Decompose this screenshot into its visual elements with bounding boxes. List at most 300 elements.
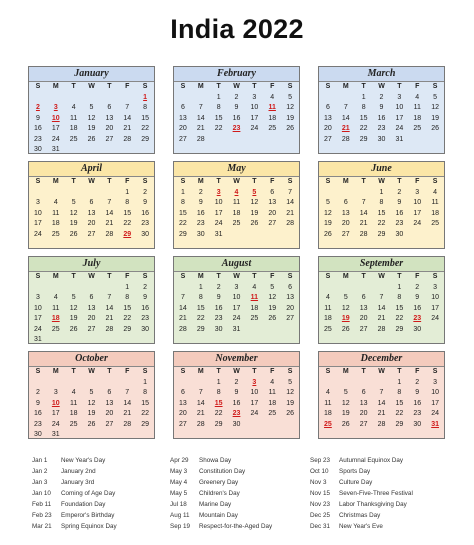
day-cell: 15: [196, 304, 205, 312]
weekday-label: F: [415, 273, 420, 280]
empty-cell: [100, 378, 118, 389]
day-cell: 18: [268, 114, 277, 122]
day-cell: 5: [288, 93, 293, 101]
day-cell: 22: [141, 125, 149, 132]
week-row: [319, 135, 444, 146]
day-cell: 22: [395, 315, 404, 322]
day-cell: 18: [413, 114, 422, 122]
weekday-label: M: [342, 368, 349, 375]
empty-cell: [47, 93, 65, 104]
day-cell: 9: [198, 199, 203, 206]
day-cell: 5: [252, 188, 257, 196]
month-name: May: [174, 162, 299, 177]
empty-cell: [355, 378, 373, 389]
empty-cell: [355, 283, 373, 294]
month-september: [318, 256, 445, 344]
day-cell: 12: [324, 209, 332, 217]
weekday-label: M: [52, 368, 59, 375]
day-cell: 23: [395, 220, 404, 227]
week-row: [29, 325, 154, 336]
empty-cell: [29, 378, 47, 389]
empty-cell: [136, 430, 154, 441]
empty-cell: [29, 93, 47, 104]
day-cell: 3: [433, 378, 438, 386]
day-cell: 25: [324, 325, 332, 333]
day-cell: 16: [34, 410, 42, 417]
day-cell: 19: [286, 399, 294, 407]
holiday-entry: [170, 455, 272, 466]
day-cell: 7: [180, 294, 185, 301]
holiday-column: [32, 455, 117, 532]
weekday-label: W: [378, 368, 385, 375]
holiday-entry: [32, 466, 117, 477]
day-cell: 9: [35, 114, 40, 122]
day-cell: 25: [51, 230, 60, 238]
day-cell: 9: [234, 389, 239, 396]
day-cell: 17: [34, 315, 42, 322]
day-cell: 8: [379, 199, 384, 206]
day-cell: 10: [250, 104, 259, 111]
day-cell: 14: [341, 114, 350, 122]
day-cell: 7: [125, 104, 130, 111]
day-cell: 12: [286, 389, 294, 396]
holiday-date: Sep 23: [310, 457, 330, 464]
day-cell: 26: [69, 230, 78, 238]
day-cell: 14: [196, 399, 205, 407]
day-cell: 18: [51, 315, 60, 322]
day-cell: 14: [123, 114, 132, 122]
day-cell: 18: [324, 315, 332, 322]
holiday-entry: [32, 488, 117, 499]
day-cell: 7: [379, 294, 384, 301]
day-cell: 6: [361, 294, 366, 301]
day-cell: 23: [34, 135, 42, 143]
holiday-name: Children's Day: [199, 490, 240, 497]
week-row: [319, 188, 444, 199]
day-cell: 22: [359, 125, 368, 132]
day-cell: 20: [179, 125, 187, 132]
week-row: [319, 103, 444, 114]
week-row: [319, 114, 444, 125]
holiday-entry: [170, 499, 272, 510]
holiday-entry: [170, 466, 272, 477]
day-cell: 18: [69, 410, 78, 417]
weekday-header: [174, 177, 299, 188]
day-cell: 5: [343, 389, 348, 396]
day-cell: 17: [214, 209, 223, 217]
day-cell: 18: [69, 125, 78, 132]
day-cell: 15: [395, 399, 404, 407]
day-cell: 20: [105, 125, 114, 132]
page-title: India 2022: [170, 14, 304, 44]
day-cell: 28: [123, 135, 132, 143]
day-cell: 14: [377, 304, 386, 312]
day-cell: 26: [286, 410, 294, 417]
weekday-label: S: [142, 178, 148, 185]
week-row: [174, 388, 299, 399]
day-cell: 19: [268, 304, 277, 312]
empty-cell: [83, 335, 101, 346]
day-cell: 30: [34, 431, 42, 438]
day-cell: 9: [379, 104, 384, 111]
week-row: [174, 293, 299, 304]
month-name: July: [29, 257, 154, 272]
day-cell: 31: [232, 325, 241, 333]
day-cell: 30: [214, 325, 223, 333]
week-row: [174, 103, 299, 114]
day-cell: 23: [413, 410, 422, 417]
holiday-date: Jan 10: [32, 490, 51, 497]
week-row: [319, 209, 444, 220]
month-january: [28, 66, 155, 154]
week-row: [319, 378, 444, 389]
empty-cell: [100, 93, 118, 104]
day-cell: 5: [89, 389, 94, 396]
day-cell: 11: [232, 199, 241, 206]
day-cell: 27: [341, 230, 350, 238]
day-cell: 8: [125, 294, 130, 301]
day-cell: 21: [179, 315, 187, 322]
day-cell: 30: [377, 135, 386, 143]
day-cell: 30: [34, 146, 42, 153]
empty-cell: [136, 145, 154, 156]
empty-cell: [65, 283, 83, 294]
empty-cell: [263, 230, 281, 241]
weekday-label: W: [378, 83, 385, 90]
day-cell: 25: [250, 315, 259, 322]
weekday-label: S: [287, 178, 293, 185]
day-cell: 23: [232, 410, 241, 417]
day-cell: 17: [395, 114, 404, 122]
day-cell: 14: [359, 209, 368, 217]
day-cell: 10: [250, 389, 259, 396]
day-cell: 19: [286, 114, 294, 122]
day-cell: 21: [359, 220, 368, 227]
day-cell: 19: [431, 114, 439, 122]
day-cell: 24: [51, 135, 60, 143]
day-cell: 23: [34, 420, 42, 428]
week-row: [319, 93, 444, 104]
day-cell: 9: [397, 199, 402, 206]
day-cell: 5: [343, 294, 348, 301]
week-row: [319, 124, 444, 135]
empty-cell: [426, 135, 444, 146]
day-cell: 4: [270, 378, 275, 386]
day-cell: 19: [87, 125, 96, 132]
day-cell: 7: [198, 389, 203, 396]
day-cell: 10: [34, 304, 42, 312]
day-cell: 2: [198, 188, 203, 196]
empty-cell: [281, 325, 299, 336]
day-cell: 4: [325, 294, 330, 301]
empty-cell: [47, 335, 65, 346]
weekday-label: T: [71, 178, 76, 185]
holiday-entry: [32, 455, 117, 466]
day-cell: 11: [324, 399, 332, 407]
day-cell: 1: [180, 188, 185, 196]
day-cell: 18: [324, 410, 332, 417]
day-cell: 5: [71, 199, 76, 206]
day-cell: 3: [234, 283, 239, 291]
day-cell: 5: [288, 378, 293, 386]
day-cell: 19: [250, 209, 259, 217]
empty-cell: [408, 230, 426, 241]
weekday-label: T: [397, 368, 402, 375]
holiday-entry: [310, 455, 413, 466]
week-row: [174, 135, 299, 146]
day-cell: 28: [196, 420, 205, 428]
day-cell: 30: [395, 230, 404, 238]
day-cell: 27: [105, 420, 114, 428]
empty-cell: [47, 283, 65, 294]
day-cell: 23: [413, 315, 422, 322]
holiday-date: Feb 23: [32, 512, 52, 519]
empty-cell: [245, 135, 263, 146]
empty-cell: [65, 93, 83, 104]
week-row: [29, 304, 154, 315]
week-row: [174, 198, 299, 209]
day-cell: 10: [395, 104, 404, 111]
week-row: [174, 114, 299, 125]
week-row: [319, 420, 444, 431]
day-cell: 29: [359, 135, 368, 143]
holiday-name: January 2nd: [61, 468, 96, 475]
day-cell: 27: [87, 230, 96, 238]
day-cell: 15: [377, 209, 386, 217]
weekday-label: T: [107, 273, 112, 280]
day-cell: 22: [179, 220, 187, 227]
holiday-entry: [32, 477, 117, 488]
day-cell: 20: [286, 304, 294, 312]
empty-cell: [426, 230, 444, 241]
weekday-label: S: [35, 368, 41, 375]
empty-cell: [319, 93, 337, 104]
holiday-name: Sports Day: [339, 468, 371, 475]
empty-cell: [100, 188, 118, 199]
holiday-date: Nov 23: [310, 501, 330, 508]
month-june: [318, 161, 445, 249]
day-cell: 13: [324, 114, 332, 122]
empty-cell: [100, 283, 118, 294]
day-cell: 25: [232, 220, 241, 227]
holiday-date: Dec 25: [310, 512, 330, 519]
holiday-date: May 5: [170, 490, 188, 497]
empty-cell: [174, 283, 192, 294]
day-cell: 30: [196, 230, 205, 238]
day-cell: 27: [105, 135, 114, 143]
weekday-label: T: [361, 178, 366, 185]
weekday-label: M: [52, 273, 59, 280]
day-cell: 4: [53, 199, 58, 206]
holiday-name: Mountain Day: [199, 512, 238, 519]
weekday-label: S: [432, 273, 438, 280]
day-cell: 4: [433, 188, 438, 196]
day-cell: 24: [250, 410, 259, 417]
day-cell: 4: [71, 104, 76, 111]
holiday-name: Marine Day: [199, 501, 232, 508]
day-cell: 27: [87, 325, 96, 333]
weekday-label: M: [52, 178, 59, 185]
day-cell: 12: [341, 399, 350, 407]
weekday-label: M: [52, 83, 59, 90]
day-cell: 26: [69, 325, 78, 333]
holiday-entry: [32, 510, 117, 521]
week-row: [174, 230, 299, 241]
weekday-label: T: [107, 178, 112, 185]
weekday-label: M: [342, 83, 349, 90]
day-cell: 17: [51, 125, 60, 132]
day-cell: 30: [141, 325, 149, 333]
weekday-label: W: [378, 178, 385, 185]
day-cell: 25: [69, 420, 78, 428]
week-row: [174, 399, 299, 410]
month-name: September: [319, 257, 444, 272]
weekday-label: S: [325, 368, 331, 375]
weekday-header: [319, 367, 444, 378]
empty-cell: [83, 145, 101, 156]
empty-cell: [118, 430, 136, 441]
day-cell: 20: [359, 410, 368, 417]
week-row: [29, 420, 154, 431]
day-cell: 8: [216, 389, 221, 396]
day-cell: 15: [123, 209, 132, 217]
holiday-name: Christmas Day: [339, 512, 381, 519]
weekday-label: T: [107, 83, 112, 90]
day-cell: 6: [325, 104, 330, 111]
holiday-name: Autumnal Equinox Day: [339, 457, 404, 464]
holiday-entry: [310, 477, 413, 488]
day-cell: 1: [198, 283, 203, 291]
empty-cell: [263, 325, 281, 336]
day-cell: 6: [361, 389, 366, 396]
day-cell: 29: [141, 420, 149, 428]
day-cell: 20: [87, 315, 96, 322]
empty-cell: [83, 188, 101, 199]
day-cell: 19: [341, 315, 350, 322]
day-cell: 12: [431, 104, 439, 111]
day-cell: 25: [413, 125, 422, 132]
weekday-label: M: [197, 368, 204, 375]
day-cell: 5: [89, 104, 94, 111]
day-cell: 24: [250, 125, 259, 132]
empty-cell: [408, 135, 426, 146]
day-cell: 23: [196, 220, 205, 227]
day-cell: 30: [232, 420, 241, 428]
month-name: December: [319, 352, 444, 367]
empty-cell: [245, 230, 263, 241]
day-cell: 17: [34, 220, 42, 227]
day-cell: 17: [250, 399, 259, 407]
day-cell: 29: [123, 230, 132, 238]
day-cell: 1: [397, 378, 402, 386]
week-row: [29, 135, 154, 146]
day-cell: 5: [433, 93, 438, 101]
empty-cell: [83, 378, 101, 389]
day-cell: 6: [180, 104, 185, 111]
empty-cell: [228, 135, 246, 146]
week-row: [319, 198, 444, 209]
day-cell: 13: [105, 399, 114, 407]
day-cell: 14: [123, 399, 132, 407]
holiday-entry: [310, 466, 413, 477]
empty-cell: [373, 283, 391, 294]
day-cell: 21: [377, 410, 386, 417]
day-cell: 8: [397, 389, 402, 396]
day-cell: 18: [51, 220, 60, 227]
day-cell: 23: [141, 315, 149, 322]
day-cell: 16: [232, 114, 241, 122]
day-cell: 15: [141, 399, 149, 407]
day-cell: 22: [196, 315, 205, 322]
day-cell: 29: [395, 325, 404, 333]
day-cell: 1: [216, 378, 221, 386]
weekday-header: [174, 272, 299, 283]
day-cell: 2: [216, 283, 221, 291]
month-name: March: [319, 67, 444, 82]
weekday-label: F: [270, 273, 275, 280]
day-cell: 4: [234, 188, 239, 196]
week-row: [174, 304, 299, 315]
day-cell: 26: [341, 325, 350, 333]
weekday-label: S: [287, 368, 293, 375]
day-cell: 26: [341, 420, 350, 428]
day-cell: 3: [252, 93, 257, 101]
day-cell: 10: [51, 114, 60, 122]
week-row: [319, 283, 444, 294]
day-cell: 29: [214, 420, 223, 428]
empty-cell: [83, 93, 101, 104]
empty-cell: [281, 135, 299, 146]
day-cell: 1: [216, 93, 221, 101]
day-cell: 22: [141, 410, 149, 417]
empty-cell: [373, 378, 391, 389]
empty-cell: [192, 378, 210, 389]
empty-cell: [337, 378, 355, 389]
day-cell: 28: [359, 230, 368, 238]
holiday-date: Aug 11: [170, 512, 190, 519]
day-cell: 21: [196, 125, 205, 132]
day-cell: 16: [34, 125, 42, 132]
day-cell: 26: [268, 315, 277, 322]
day-cell: 13: [341, 209, 350, 217]
day-cell: 7: [125, 389, 130, 396]
month-december: [318, 351, 445, 439]
day-cell: 30: [413, 420, 422, 428]
day-cell: 22: [377, 220, 386, 227]
day-cell: 3: [35, 294, 40, 301]
weekday-label: F: [270, 178, 275, 185]
day-cell: 13: [359, 304, 368, 312]
week-row: [319, 325, 444, 336]
day-cell: 20: [359, 315, 368, 322]
day-cell: 1: [379, 188, 384, 196]
day-cell: 31: [214, 230, 223, 238]
month-april: [28, 161, 155, 249]
week-row: [174, 209, 299, 220]
day-cell: 9: [143, 294, 148, 301]
day-cell: 26: [87, 135, 96, 143]
day-cell: 8: [216, 104, 221, 111]
day-cell: 21: [196, 410, 205, 417]
day-cell: 28: [377, 420, 386, 428]
weekday-label: T: [361, 273, 366, 280]
day-cell: 6: [89, 294, 94, 301]
day-cell: 24: [214, 220, 223, 227]
day-cell: 11: [70, 114, 78, 122]
weekday-label: T: [216, 368, 221, 375]
day-cell: 27: [268, 220, 277, 227]
weekday-label: T: [107, 368, 112, 375]
